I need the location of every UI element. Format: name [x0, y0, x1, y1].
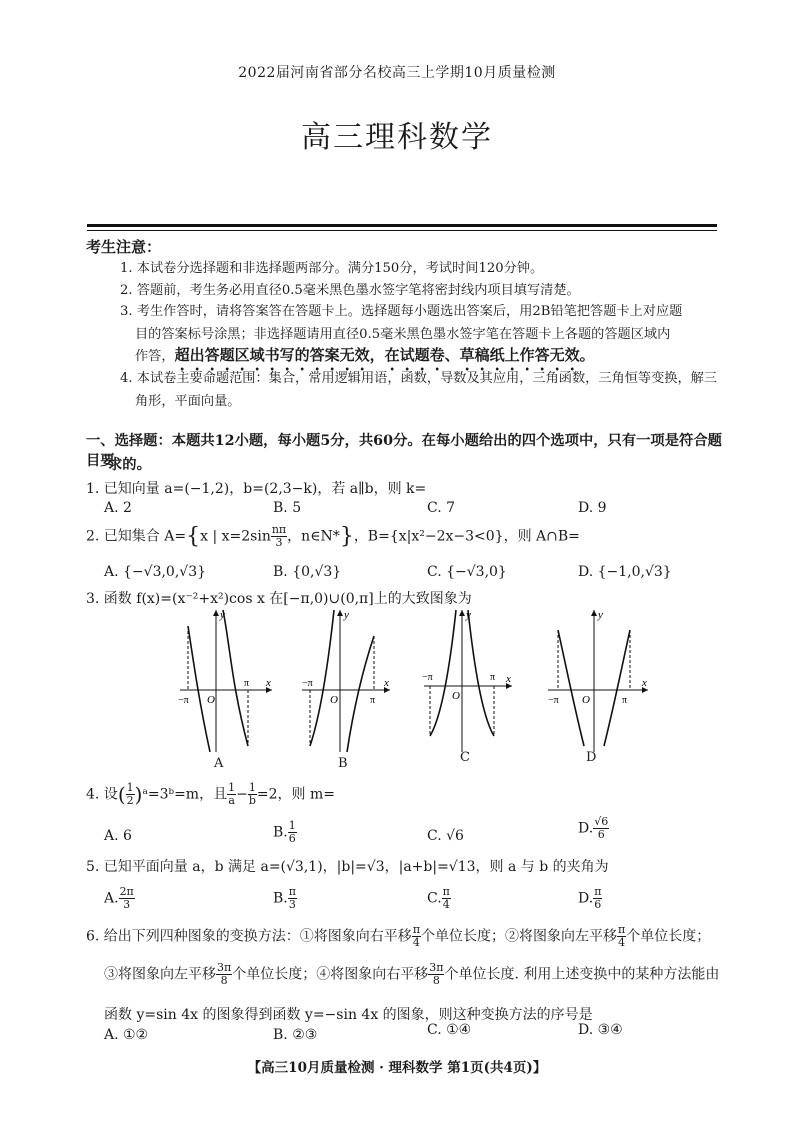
- q3-graph-c[interactable]: [420, 606, 520, 754]
- axis-y-label: y: [598, 609, 603, 621]
- q4-stem-a: 4. 设: [86, 786, 118, 803]
- q3-graph-d[interactable]: [544, 606, 656, 754]
- q2-stem-pre: 2. 已知集合 A=: [86, 528, 187, 545]
- q4-minus: −: [236, 786, 248, 803]
- q3-label-a: A: [214, 756, 224, 771]
- axis-y-label: y: [466, 609, 471, 621]
- q4-option-b[interactable]: B. $\frac{1}{6}$: [273, 819, 296, 845]
- axis-y-label: y: [220, 609, 225, 621]
- q5-option-a[interactable]: A. $\frac{2\pi}{3}$: [104, 885, 134, 911]
- axis-x-label: x: [384, 677, 389, 689]
- q5-option-b[interactable]: B. $\frac{\pi}{3}$: [273, 885, 296, 911]
- q3-label-b: B: [338, 756, 348, 771]
- q6-line-3: 函数 y=sin 4x 的图象得到函数 y=−sin 4x 的图象，则这种变换方法的序号是: [104, 1007, 593, 1023]
- q1-option-b[interactable]: B. 5: [273, 500, 302, 516]
- q2-option-c[interactable]: C. {−√3,0}: [427, 564, 507, 580]
- q2-option-d[interactable]: D. {−1,0,√3}: [578, 564, 672, 580]
- q3-graph-b[interactable]: [298, 606, 398, 754]
- pi-label: π: [490, 672, 496, 683]
- q2-stem: 2. 已知集合 A={x | x=2sin $\frac{n\pi}{3}$ ，n∈N*}，B={x|x²−2x−3<0}，则 A∩B=: [86, 523, 580, 549]
- q2-fraction: $\frac{n\pi}{3}$: [271, 523, 287, 549]
- notice-item-3-end-text: 作答，: [135, 349, 175, 364]
- q4-option-d[interactable]: D. $\frac{√6}{6}$: [578, 815, 609, 841]
- q1-option-a[interactable]: A. 2: [104, 500, 132, 516]
- q6-option-b[interactable]: B. ②③: [273, 1027, 318, 1043]
- q3-label-c: C: [460, 750, 470, 765]
- q6-line-2: ③将图象向左平移 $\frac{3\pi}{8}$ 个单位长度；④将图象向右平移 $\frac{3\pi}{8}$ 个单位长度. 利用上述变换中的某种方法能由: [104, 961, 720, 987]
- neg-pi-label: −π: [422, 672, 433, 683]
- notice-item-4: 4. 本试卷主要命题范围：集合，常用逻辑用语，函数，导数及其应用，三角函数，三角恒等变换，解三: [120, 371, 718, 386]
- origin-label: O: [452, 690, 460, 702]
- notice-heading: 考生注意：: [86, 238, 162, 256]
- q4-base-fraction: $\frac{1}{2}$: [126, 781, 134, 807]
- axis-x-label: x: [506, 673, 511, 685]
- q4-stem-b: ᵃ=3ᵇ=m，且: [142, 786, 228, 803]
- q3-stem: 3. 函数 f(x)=(x⁻²+x²)cos x 在[−π,0)∪(0,π]上的大致图象为: [86, 591, 472, 607]
- q2-stem-post: ，B={x|x²−2x−3<0}，则 A∩B=: [353, 528, 580, 545]
- origin-label: O: [330, 694, 338, 706]
- q3-graph-a[interactable]: [176, 606, 286, 754]
- q5-option-c[interactable]: C. $\frac{\pi}{4}$: [427, 885, 450, 911]
- q1-stem: 1. 已知向量 a=(−1,2)，b=(2,3−k)，若 a∥b，则 k=: [86, 481, 427, 497]
- pi-label: π: [244, 678, 250, 689]
- q5-option-d[interactable]: D. $\frac{\pi}{6}$: [578, 885, 602, 911]
- origin-label: O: [207, 694, 215, 706]
- q6-option-d[interactable]: D. ③④: [578, 1022, 623, 1038]
- notice-item-1: 1. 本试卷分选择题和非选择题两部分。满分150分，考试时间120分钟。: [120, 261, 544, 276]
- q4-frac-1: $\frac{1}{a}$: [228, 781, 236, 807]
- q1-option-c[interactable]: C. 7: [427, 500, 456, 516]
- axis-x-label: x: [642, 677, 647, 689]
- notice-item-3: 3. 考生作答时，请将答案答在答题卡上。选择题每小题选出答案后，用2B铅笔把答题卡上对应题: [120, 304, 683, 319]
- q2-stem-set: x | x=2sin: [200, 528, 271, 545]
- q1-option-d[interactable]: D. 9: [578, 500, 607, 516]
- divider-thin: [87, 230, 717, 231]
- pi-label: π: [622, 695, 628, 706]
- divider-thick: [87, 224, 717, 227]
- neg-pi-label: −π: [178, 695, 189, 706]
- q2-option-b[interactable]: B. {0,√3}: [273, 564, 342, 580]
- section-heading: 一、选择题：本题共12小题，每小题5分，共60分。在每小题给出的四个选项中，只有一项是符合题目要: [86, 433, 722, 469]
- page-footer: 【高三10月质量检测 · 理科数学 第1页(共4页)】: [247, 1060, 547, 1076]
- notice-emphasis: 超出答题区域书写的答案无效，在试题卷、草稿纸上作答无效。: [174, 346, 595, 364]
- q5-stem: 5. 已知平面向量 a，b 满足 a=(√3,1)，|b|=√3，|a+b|=√13，则 a 与 b 的夹角为: [86, 859, 609, 875]
- q3-label-d: D: [586, 750, 597, 765]
- axis-y-label: y: [344, 609, 349, 621]
- notice-item-2: 2. 答题前，考生务必用直径0.5毫米黑色墨水签字笔将密封线内项目填写清楚。: [120, 283, 580, 298]
- neg-pi-label: −π: [548, 695, 559, 706]
- axis-x-label: x: [266, 677, 271, 689]
- q4-frac-2: $\frac{1}{b}$: [248, 781, 256, 807]
- q4-stem: 4. 设( $\frac{1}{2}$ )ᵃ=3ᵇ=m，且 $\frac{1}{a}$ − $\frac{1}{b}$ =2，则 m=: [86, 781, 335, 807]
- q4-stem-c: =2，则 m=: [256, 786, 335, 803]
- notice-item-3-cont: 目的答案标号涂黑；非选择题请用直径0.5毫米黑色墨水签字笔在答题卡上各题的答题区域内: [135, 327, 671, 342]
- page-title: 高三理科数学: [301, 120, 493, 155]
- q6-line-1: 6. 给出下列四种图象的变换方法：①将图象向右平移 $\frac{\pi}{4}$ 个单位长度；②将图象向左平移 $\frac{\pi}{4}$ 个单位长度；: [86, 923, 711, 949]
- exam-header: 2022届河南省部分名校高三上学期10月质量检测: [238, 65, 556, 81]
- q6-option-c[interactable]: C. ①④: [427, 1022, 472, 1038]
- q4-option-c[interactable]: C. √6: [427, 828, 464, 844]
- q6-option-a[interactable]: A. ①②: [104, 1027, 149, 1043]
- neg-pi-label: −π: [302, 678, 313, 689]
- q4-option-a[interactable]: A. 6: [104, 828, 132, 844]
- q2-option-a[interactable]: A. {−√3,0,√3}: [104, 564, 207, 580]
- section-heading-cont: 求的。: [108, 457, 151, 473]
- origin-label: O: [582, 694, 590, 706]
- notice-item-4-cont: 角形，平面向量。: [135, 394, 241, 409]
- pi-label: π: [370, 695, 376, 706]
- q2-stem-cond: ，n∈N*: [287, 528, 340, 545]
